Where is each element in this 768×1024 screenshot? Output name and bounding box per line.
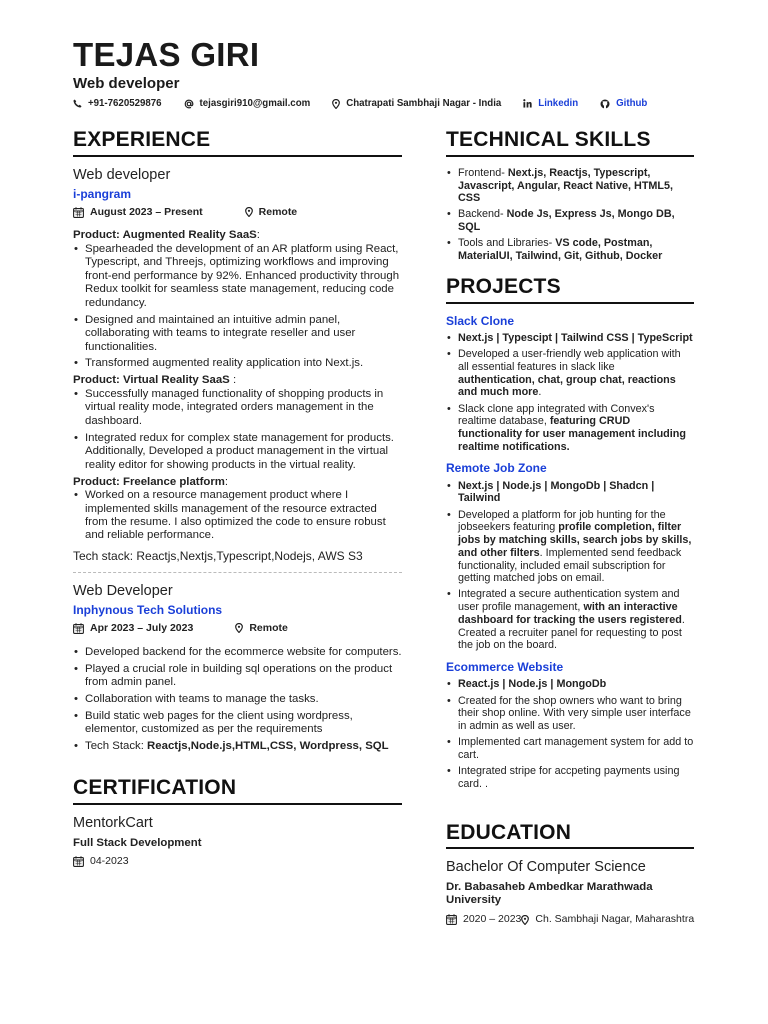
list-item [446,348,694,399]
company-name[interactable]: i-pangram [73,186,132,201]
job-entry [73,167,402,563]
product-label: Product: Virtual Reality SaaS [73,374,230,387]
text-run-bold: profile completion, filter jobs by matching skills, search jobs by skills, and other filters [458,521,692,559]
skill-value: Node Js, Express Js, Mongo DB, SQL [458,208,675,234]
tech-stack: Tech stack: Reactjs,Nextjs,Typescript,Nodejs, AWS S3 [73,548,363,563]
project-entry [446,660,694,791]
job-location [235,622,288,634]
product-suffix: : [224,475,229,488]
job-date [73,206,203,218]
location-pin-icon [245,207,253,217]
calendar-icon [73,856,84,867]
skill-value: Next.js, Reactjs, Typescript, Javascript, Angular, React Native, HTML5, CSS [458,166,674,205]
project-stack: Next.js | Node.js | MongoDb | Shadcn | Tailwind [458,479,655,505]
education-meta [446,913,694,925]
cert-company: MentorkCart [73,814,153,831]
phone-icon [73,99,82,108]
text-run: . Created a recruiter panel for requesting to post the job on the board. [458,613,685,652]
list-item [446,167,694,205]
project-stack: React.js | Node.js | MongoDb [458,678,607,691]
job-entry [73,583,402,754]
list-item [446,678,694,691]
cert-date [73,855,402,867]
candidate-role: Web developer [73,75,180,92]
text-run: Slack clone app integrated with Convex's realtime database, [458,402,655,428]
bullet-list [446,480,694,653]
list-item: • Designed and maintained an intuitive admin panel, collaborating with teams to integrate reseller and user functionalities. [73,314,402,354]
contact-bar [73,98,669,109]
location-text: Chatrapati Sambhaji Nagar - India [346,98,502,109]
education-location-text: Ch. Sambhaji Nagar, Maharashtra [535,913,695,926]
certification-title: CERTIFICATION [73,776,402,805]
phone-text: +91-7620529876 [88,98,162,109]
project-title[interactable]: Slack Clone [446,313,515,328]
list-item: • Successfully managed functionality of shopping products in virtual reality mode, integrated orders management in the dashboard. [73,388,402,428]
skills-title: TECHNICAL SKILLS [446,128,694,157]
experience-title: EXPERIENCE [73,128,402,157]
divider [73,572,402,573]
list-item [446,588,694,652]
cert-date-text: 04-2023 [90,855,129,868]
text-run: Integrated a secure authentication system and user profile management, [458,588,680,614]
contact-linkedin[interactable] [523,98,578,109]
education-location [521,913,694,925]
text-run: Developed a user-friendly web application with all essential features in slack like [458,348,681,373]
text-run: . Implemented send feedback functionality, included email subscription for getting matched jobs on email. [458,546,682,585]
location-pin-icon [332,99,340,109]
product-heading [73,476,402,489]
location-pin-icon [521,915,529,925]
contact-location [332,98,501,109]
job-title: Web Developer [73,583,173,600]
list-item: • Spearheaded the development of an AR platform using React, Typescript, and Threejs, optimizing workflows and improving front-end performance by 92%. Enhanced productivity through Redux toolkit for seamless state management, reducing code redundancy. [73,243,402,310]
job-date-text: Apr 2023 – July 2023 [90,622,194,635]
bullet-list [73,646,402,754]
projects-title: PROJECTS [446,275,694,304]
linkedin-link[interactable]: Linkedin [538,98,579,109]
skill-value: VS code, Postman, MaterialUI, Tailwind, Git, Github, Docker [458,237,663,263]
calendar-icon [73,207,84,218]
list-item: • Played a crucial role in building sql operations on the product from admin panel. [73,663,402,690]
list-item: • Created for the shop owners who want to bring their shop online. With very simple user interface in admin as well as user. [446,695,694,733]
list-item: • Developed backend for the ecommerce website for computers. [73,646,402,659]
bullet-list [73,489,402,543]
bullet-list [446,678,694,790]
skills-list [446,167,694,263]
job-meta [73,622,402,634]
tech-prefix: Tech Stack: [85,740,148,753]
job-location [245,206,298,218]
bullet-list [446,332,694,454]
list-item: • Transformed augmented reality application into Next.js. [73,357,402,370]
bullet-list [73,243,402,371]
left-column [73,128,402,868]
list-item: • Collaboration with teams to manage the tasks. [73,693,402,706]
product-heading [73,374,402,387]
text-run-bold: with an interactive dashboard for tracking the users registered [458,601,682,626]
product-label: Product: Freelance platform [73,475,225,488]
skill-label: Tools and Libraries- [458,237,556,250]
calendar-icon [73,623,84,634]
list-item: • Integrated redux for complex state management for products. Additionally, Developed a product management in the virtual reality editor for showing products in the virtual reality. [73,432,402,472]
list-item [446,509,694,585]
list-item: • Build static web pages for the client using wordpress, elementor, customized as per the requirements [73,710,402,737]
education-date [446,913,521,925]
list-item [446,237,694,262]
text-run: . [538,386,542,399]
project-stack: Next.js | Typescipt | Tailwind CSS | TypeScript [458,331,693,344]
product-heading [73,229,402,242]
contact-github[interactable] [600,98,647,109]
tech-stack-values: Reactjs,Node.js,HTML,CSS, Wordpress, SQL [147,740,389,753]
github-link[interactable]: Github [616,98,648,109]
list-item: • Integrated stripe for accpeting payments using card. . [446,765,694,790]
candidate-name: TEJAS GIRI [73,36,260,73]
job-date-text: August 2023 – Present [90,206,203,219]
skill-label: Backend- [458,208,507,221]
text-run-bold: authentication, chat, group chat, reactions and much more [458,373,676,399]
list-item: • Implemented cart management system for add to cart. [446,736,694,761]
list-item [73,740,402,753]
project-entry [446,314,694,454]
project-title[interactable]: Remote Job Zone [446,461,547,476]
degree: Bachelor Of Computer Science [446,859,646,876]
list-item [446,332,694,345]
text-run-bold: featuring CRUD functionality for user management including realtime notifications. [458,415,686,453]
project-title[interactable]: Ecommerce Website [446,660,564,675]
job-location-text: Remote [249,622,288,635]
bullet-list [73,388,402,472]
education-title: EDUCATION [446,821,694,850]
university: Dr. Babasaheb Ambedkar Marathwada University [446,880,653,906]
job-title: Web developer [73,166,171,183]
text-run: Developed a platform for job hunting for the jobseekers featuring [458,508,666,534]
education-date-text: 2020 – 2023 [463,913,522,926]
right-column [446,128,694,926]
linkedin-icon [523,99,532,108]
company-name[interactable]: Inphynous Tech Solutions [73,603,223,618]
product-label: Product: Augmented Reality SaaS [73,229,257,242]
job-date [73,622,193,634]
location-pin-icon [235,623,243,633]
at-icon [184,99,194,109]
list-item [446,403,694,454]
skill-label: Frontend- [458,166,508,179]
project-entry [446,461,694,652]
calendar-icon [446,914,457,925]
job-location-text: Remote [258,206,298,219]
list-item [446,480,694,505]
github-icon [600,99,610,109]
product-suffix: : [256,229,260,242]
email-text[interactable]: tejasgiri910@gmail.com [199,98,311,109]
list-item [446,208,694,233]
cert-course: Full Stack Development [73,836,202,849]
contact-phone [73,98,162,109]
job-meta [73,206,402,218]
product-suffix: : [229,374,237,387]
list-item: • Worked on a resource management product where I implemented skills management of the resource extracted from the resume. I also optimized the code to ensure robust and reliable performance. [73,489,402,543]
contact-email[interactable] [184,98,311,109]
